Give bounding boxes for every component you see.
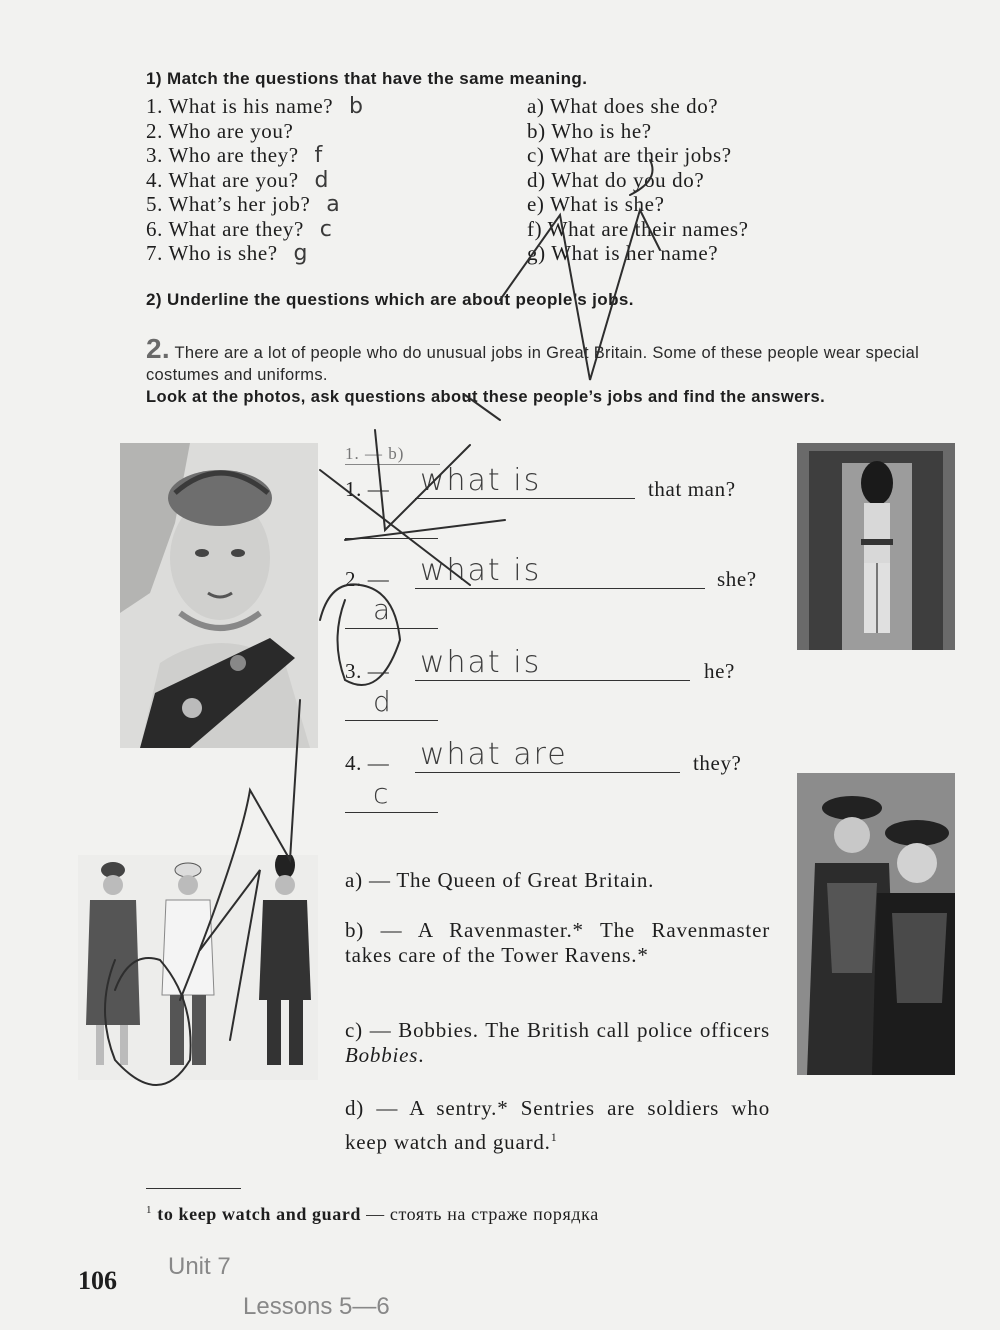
queen-photo bbox=[120, 443, 318, 748]
left-question-text: What’s her job? bbox=[168, 192, 311, 216]
question-4-handwritten: what are bbox=[420, 737, 568, 772]
question-3-tail: he? bbox=[704, 659, 735, 683]
task2-instruction: Look at the photos, ask questions about these people’s jobs and find the answers. bbox=[146, 388, 826, 406]
right-question-letter: g) bbox=[527, 241, 546, 265]
answer-b: b) — A Ravenmaster.* The Ravenmaster takes care of the Tower Ravens.* bbox=[345, 918, 770, 967]
question-2-answer-letter: a bbox=[373, 593, 393, 626]
unit-label: Unit 7 bbox=[168, 1253, 231, 1280]
task1-part2-title: 2) Underline the questions which are about people’s jobs. bbox=[146, 290, 634, 309]
left-question-7 bbox=[146, 241, 516, 266]
right-question-text: What is she? bbox=[550, 192, 665, 216]
question-2-handwritten: what is bbox=[420, 553, 542, 588]
question-3-answer-blank[interactable] bbox=[345, 720, 438, 721]
right-question-letter: f) bbox=[527, 216, 543, 241]
question-4-answer-letter: c bbox=[373, 777, 391, 810]
left-question-number: 7. bbox=[146, 241, 163, 265]
right-question-text: What does she do? bbox=[550, 94, 719, 118]
left-question-text: What are they? bbox=[168, 216, 304, 241]
left-question-3 bbox=[146, 143, 516, 168]
question-1-number: 1. — bbox=[345, 477, 390, 501]
footnote-term: to keep watch and guard bbox=[157, 1204, 362, 1224]
answer-d bbox=[345, 1094, 770, 1157]
footnote-dash: — bbox=[361, 1204, 390, 1224]
left-question-number: 5. bbox=[146, 192, 163, 216]
question-3-blank[interactable] bbox=[415, 680, 690, 681]
right-question-letter: b) bbox=[527, 118, 546, 143]
question-3-answer-letter: d bbox=[373, 685, 393, 718]
question-4-answer-blank[interactable] bbox=[345, 812, 438, 813]
question-3-handwritten: what is bbox=[420, 645, 542, 680]
left-question-6 bbox=[146, 217, 516, 242]
right-question-c bbox=[527, 143, 907, 168]
right-question-a bbox=[527, 94, 907, 119]
left-question-text: Who are they? bbox=[168, 143, 299, 167]
left-question-text: What is his name? bbox=[168, 94, 334, 118]
question-3-number: 3. — bbox=[345, 659, 390, 683]
bobbies-photo bbox=[78, 855, 318, 1080]
right-question-letter: a) bbox=[527, 94, 545, 118]
left-question-text: What are you? bbox=[168, 167, 299, 192]
left-question-5 bbox=[146, 192, 516, 217]
left-question-number: 1. bbox=[146, 94, 163, 118]
left-question-list bbox=[146, 94, 516, 266]
left-question-4 bbox=[146, 168, 516, 193]
question-2-number: 2. — bbox=[345, 567, 390, 591]
answer-c-text: c) — Bobbies. The British call police officers bbox=[345, 1018, 770, 1042]
question-4-tail: they? bbox=[693, 751, 742, 775]
left-question-text: Who is she? bbox=[168, 241, 278, 265]
handwritten-match-mark: a bbox=[326, 192, 341, 217]
answer-d-text: d) — A sentry.* Sentries are soldiers who keep watch and guard. bbox=[345, 1096, 770, 1154]
right-question-e bbox=[527, 192, 907, 217]
right-question-letter: c) bbox=[527, 143, 545, 167]
question-2-answer-blank[interactable] bbox=[345, 628, 438, 629]
question-2-blank[interactable] bbox=[415, 588, 705, 589]
left-question-number: 6. bbox=[146, 216, 163, 241]
footnote-translation: стоять на страже порядка bbox=[389, 1204, 599, 1224]
right-question-f bbox=[527, 217, 907, 242]
left-question-1 bbox=[146, 94, 516, 119]
handwritten-match-mark: c bbox=[319, 216, 333, 242]
answer-c-suffix: . bbox=[418, 1043, 425, 1067]
question-4-number: 4. — bbox=[345, 751, 390, 775]
right-question-d bbox=[527, 168, 907, 193]
handwritten-match-mark: f bbox=[314, 143, 323, 168]
task2-number: 2. bbox=[146, 333, 170, 364]
lessons-label: Lessons 5—6 bbox=[243, 1293, 390, 1320]
right-question-text: What are their names? bbox=[547, 216, 749, 241]
task1-part1-title: 1) Match the questions that have the same meaning. bbox=[146, 69, 588, 88]
answer-c bbox=[345, 1018, 770, 1068]
answer-c-italic: Bobbies bbox=[345, 1043, 419, 1067]
handwritten-match-mark: d bbox=[314, 167, 330, 193]
right-question-letter: e) bbox=[527, 192, 545, 216]
question-4-blank[interactable] bbox=[415, 772, 680, 773]
task2-intro bbox=[146, 333, 956, 386]
right-question-text: Who is he? bbox=[551, 118, 652, 143]
right-question-g bbox=[527, 241, 907, 266]
question-1-tail: that man? bbox=[648, 477, 736, 501]
question-1-blank[interactable] bbox=[415, 498, 635, 499]
question-1-answer-blank[interactable] bbox=[345, 538, 438, 539]
right-question-list bbox=[527, 94, 907, 266]
example-answer: 1. — b) bbox=[345, 444, 405, 463]
question-2-tail: she? bbox=[717, 567, 757, 591]
answer-d-footnote-ref: 1 bbox=[550, 1130, 558, 1144]
handwritten-match-mark: g bbox=[293, 241, 309, 266]
footnote-mark: 1 bbox=[146, 1204, 153, 1216]
left-question-2 bbox=[146, 119, 516, 144]
right-question-text: What do you do? bbox=[551, 167, 705, 192]
right-question-text: What is her name? bbox=[551, 241, 719, 265]
beefeaters-photo bbox=[797, 773, 955, 1075]
answer-a: a) — The Queen of Great Britain. bbox=[345, 868, 655, 892]
left-question-number: 2. bbox=[146, 118, 163, 143]
right-question-text: What are their jobs? bbox=[550, 143, 732, 167]
left-question-number: 3. bbox=[146, 143, 163, 167]
right-question-b bbox=[527, 119, 907, 144]
page-number: 106 bbox=[78, 1266, 117, 1295]
task2-intro-text: There are a lot of people who do unusual jobs in Great Britain. Some of these people wear special costumes and uniforms. bbox=[146, 344, 920, 384]
handwritten-match-mark: b bbox=[349, 94, 364, 119]
footnote bbox=[146, 1204, 599, 1225]
question-1-handwritten: what is bbox=[420, 463, 542, 498]
left-question-number: 4. bbox=[146, 167, 163, 192]
sentry-photo bbox=[797, 443, 955, 650]
right-question-letter: d) bbox=[527, 167, 546, 192]
footnote-rule bbox=[146, 1188, 241, 1189]
left-question-text: Who are you? bbox=[168, 118, 294, 143]
